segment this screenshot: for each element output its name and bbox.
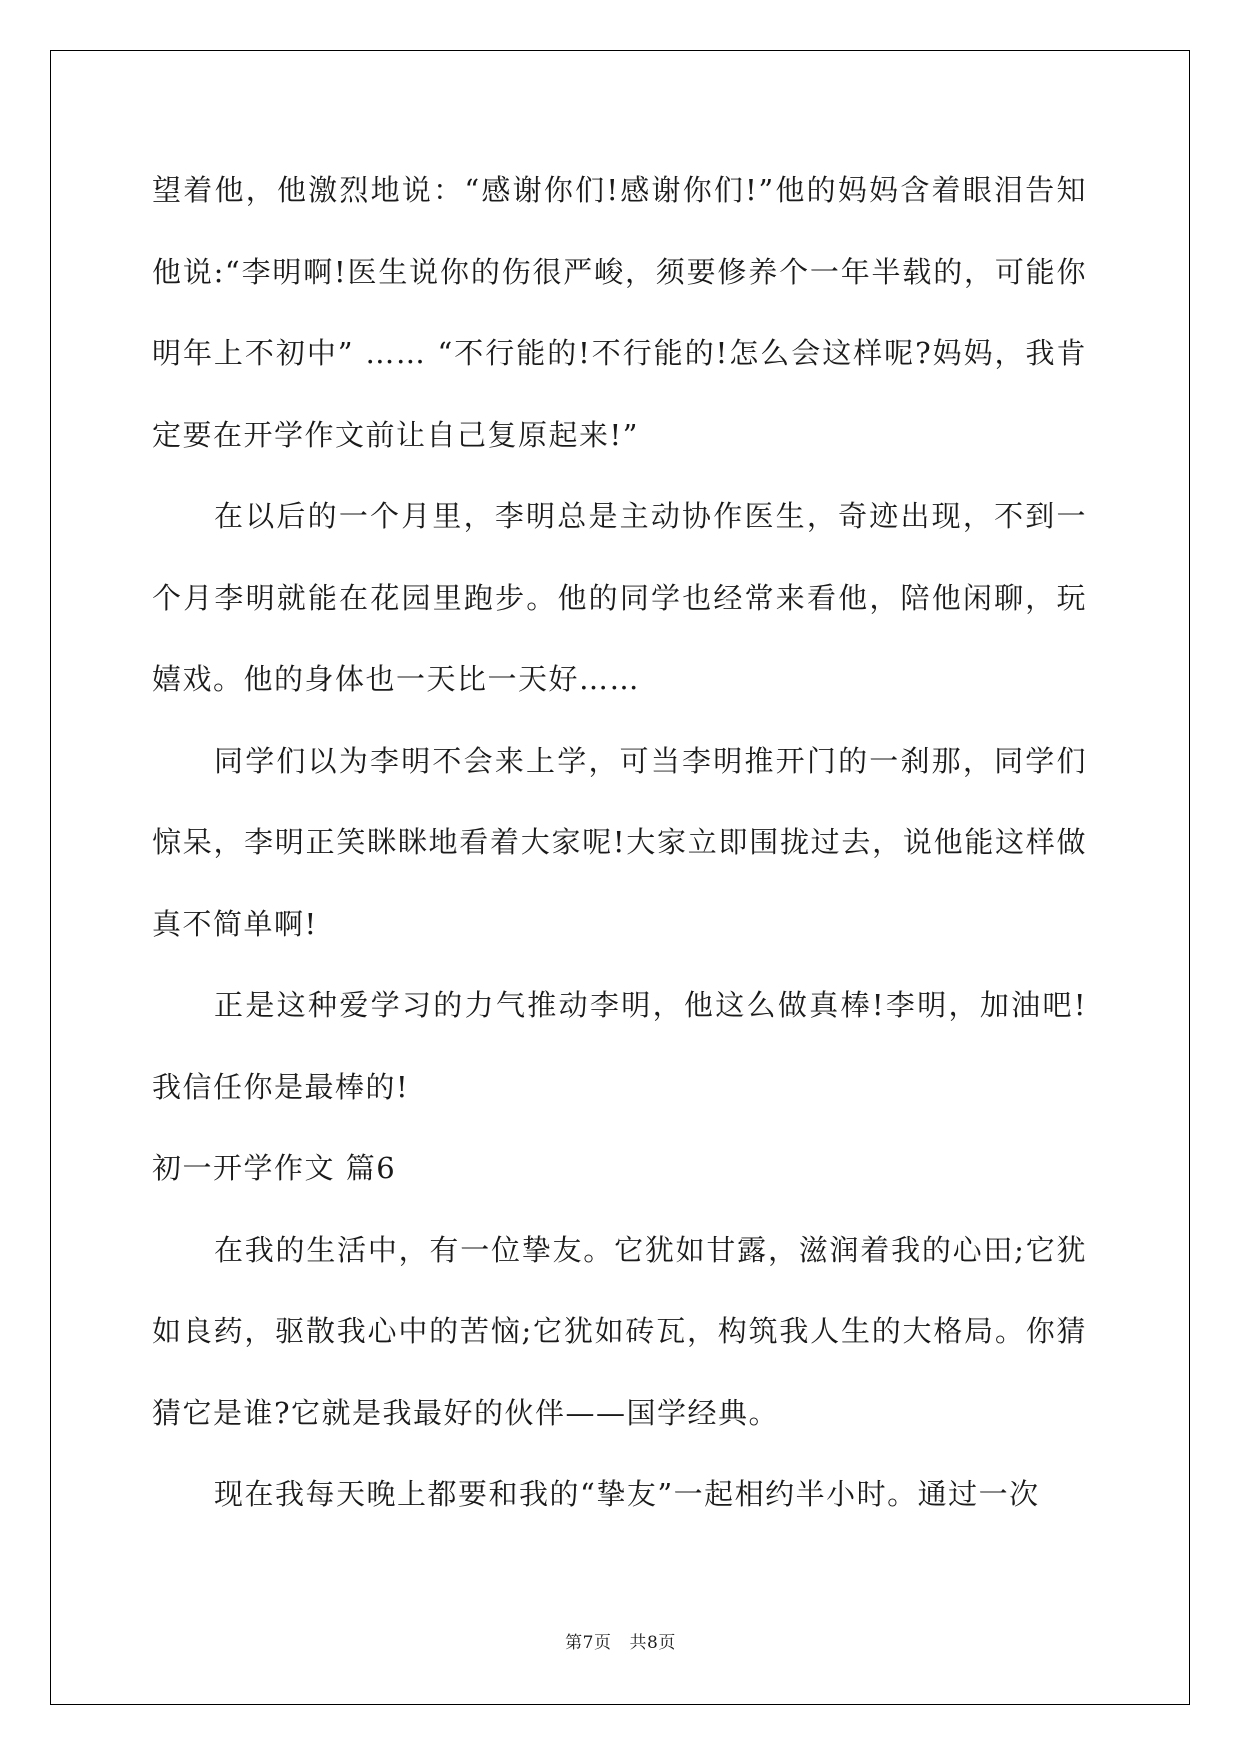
paragraph: 现在我每天晚上都要和我的“挚友”一起相约半小时。通过一次: [214, 1477, 1040, 1511]
page-number: 第7页: [565, 1633, 612, 1653]
paragraph: 在以后的一个月里，李明总是主动协作医生，奇迹出现，不到一个月李明就能在花园里跑步。他的同学也经常来看他，陪他闲聊，玩嬉戏。他的身体也一天比一天好……: [152, 499, 1087, 696]
paragraph: 正是这种爱学习的力气推动李明，他这么做真棒!李明，加油吧!我信任你是最棒的!: [152, 988, 1087, 1104]
document-body: [152, 150, 1087, 1536]
paragraph: 同学们以为李明不会来上学，可当李明推开门的一刹那，同学们惊呆，李明正笑眯眯地看着大家呢!大家立即围拢过去，说他能这样做真不简单啊!: [152, 743, 1087, 941]
paragraph-continued: 望着他，他激烈地说：“感谢你们!感谢你们!”他的妈妈含着眼泪告知他说:“李明啊!医生说你的伤很严峻，须要修养个一年半载的，可能你明年上不初中” …… “不行能的!不行能的!怎么会这样呢?妈妈，我肯定要在开学作文前让自己复原起来!”: [152, 173, 1087, 452]
paragraph: 在我的生活中，有一位挚友。它犹如甘露，滋润着我的心田;它犹如良药，驱散我心中的苦恼;它犹如砖瓦，构筑我人生的大格局。你猜猜它是谁?它就是我最好的伙伴——国学经典。: [152, 1232, 1087, 1430]
page-footer: [0, 1628, 1241, 1653]
section-heading: 初一开学作文 篇6: [152, 1151, 397, 1185]
page-total: 共8页: [629, 1633, 676, 1653]
